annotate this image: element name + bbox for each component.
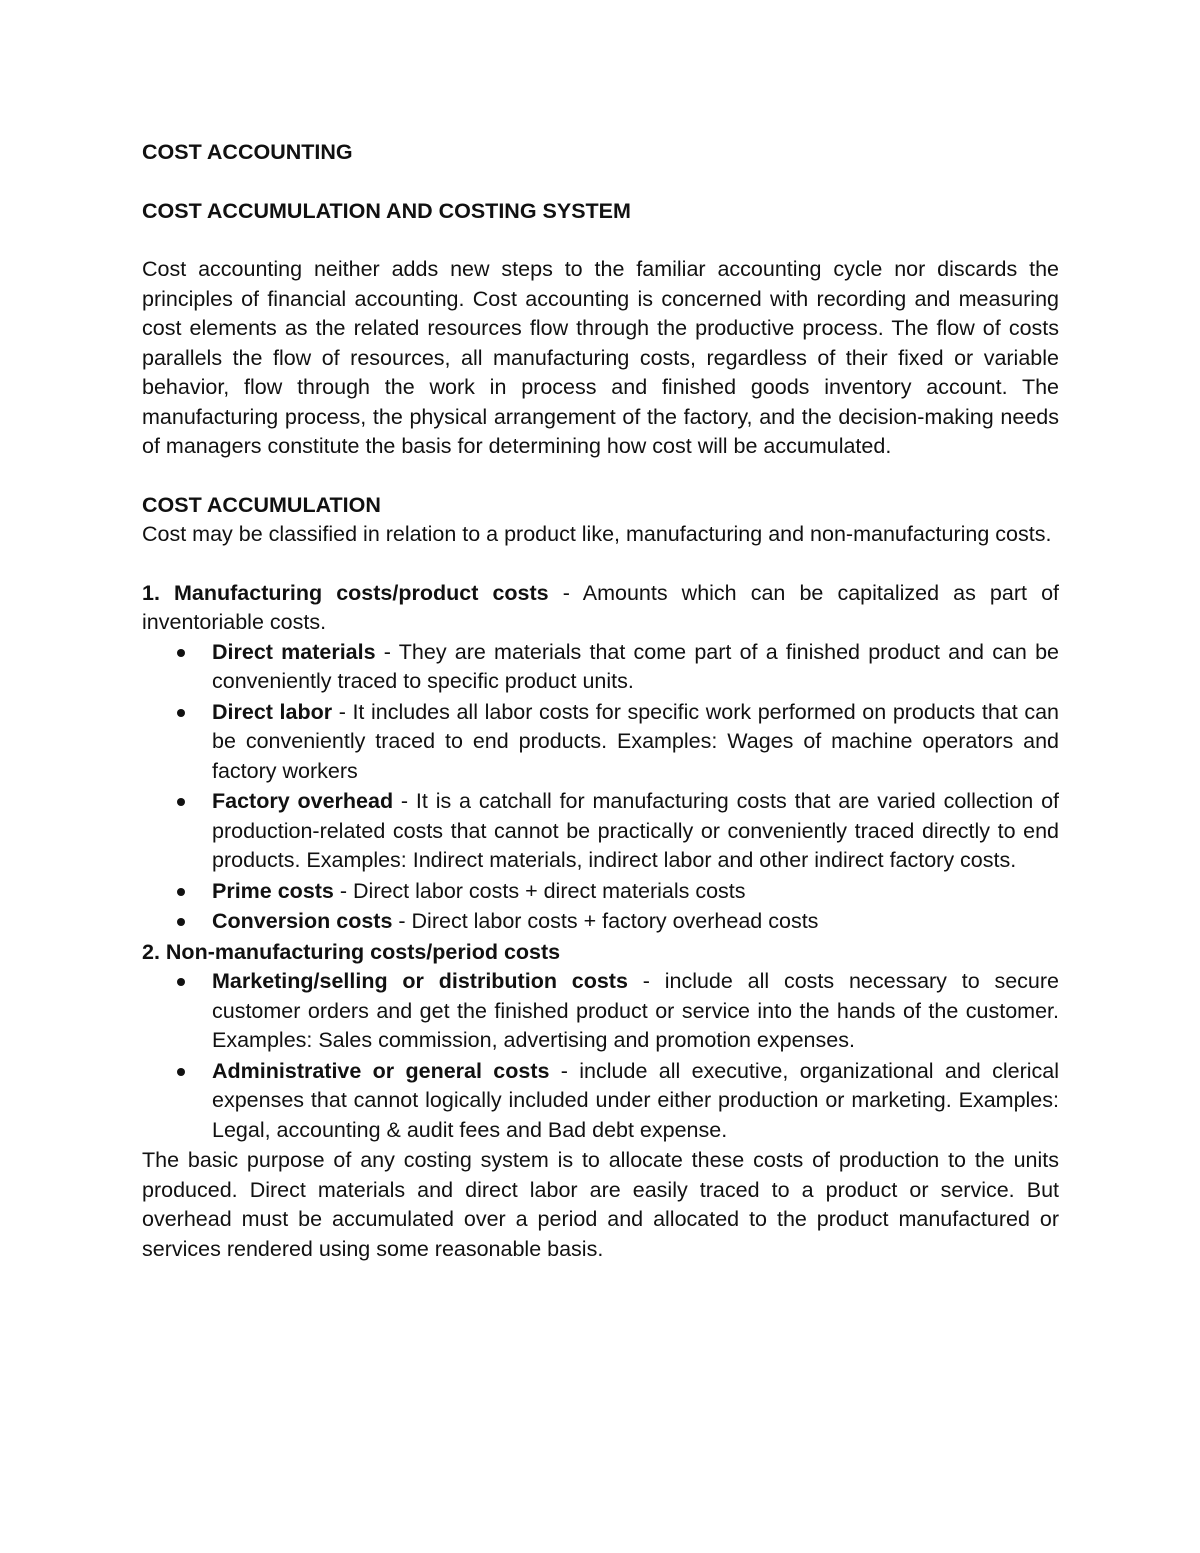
list-item bbox=[142, 698, 1059, 787]
item-term: Factory overhead bbox=[212, 789, 394, 813]
bullet-icon bbox=[177, 798, 185, 806]
list-item bbox=[142, 907, 1059, 937]
bullet-icon bbox=[177, 918, 185, 926]
item-term: Administrative or general costs bbox=[212, 1058, 550, 1083]
bullet-icon bbox=[177, 709, 185, 717]
item-desc: - include all executive, organizational and clerical expenses that cannot logically included under either production or marketing. Examples: Legal, accounting & audit fees and Bad debt expense. bbox=[212, 1058, 1059, 1142]
item-term: Prime costs bbox=[212, 878, 334, 903]
group-term: 1. Manufacturing costs/product costs bbox=[142, 580, 549, 605]
item-desc: - include all costs necessary to secure customer orders and get the finished product or service into the hands of the customer. Examples: Sales commission, advertising and promotion expenses. bbox=[212, 969, 1060, 1052]
intro-paragraph: Cost accounting neither adds new steps to the familiar accounting cycle nor discards the principles of financial accounting. Cost accounting is concerned with recording and measuring cost elements as the related resources flow through the productive process. The flow of costs parallels the flow of resources, all manufacturing costs, regardless of their fixed or variable behavior, flow through the work in process and finished goods inventory account. The manufacturing process, the physical arrangement of the factory, and the decision-making needs of managers constitute the basis for determining how cost will be accumulated. bbox=[142, 257, 1059, 458]
document-page bbox=[142, 138, 1059, 1264]
non-manufacturing-costs-list bbox=[142, 967, 1059, 1145]
bullet-icon bbox=[177, 978, 185, 986]
list-item bbox=[142, 1057, 1059, 1146]
item-term: Conversion costs bbox=[212, 909, 393, 933]
item-desc: - They are materials that come part of a finished product and can be conveniently traced to specific product units. bbox=[212, 639, 1059, 693]
item-term: Marketing/selling or distribution costs bbox=[212, 969, 628, 993]
bullet-icon bbox=[177, 888, 185, 896]
list-item bbox=[142, 877, 1059, 907]
item-desc: - It includes all labor costs for specific work performed on products that can be conveniently traced to end products. Examples: Wages of machine operators and factory workers bbox=[212, 699, 1059, 783]
group-heading-manufacturing bbox=[142, 579, 1059, 638]
bullet-icon bbox=[177, 649, 185, 657]
list-item bbox=[142, 967, 1059, 1056]
list-item bbox=[142, 638, 1059, 697]
list-item bbox=[142, 787, 1059, 876]
item-term: Direct labor bbox=[212, 699, 333, 724]
item-desc: - It is a catchall for manufacturing costs that are varied collection of production-related costs that cannot be practically or conveniently traced directly to end products. Examples: Indirect materials, indirect labor and other indirect factory costs. bbox=[212, 789, 1059, 872]
closing-paragraph: The basic purpose of any costing system is to allocate these costs of production to the units produced. Direct materials and direct labor are easily traced to a product or service. But overhead must be accumulated over a period and allocated to the product manufactured or services rendered using some reasonable basis. bbox=[142, 1148, 1059, 1261]
group-term: 2. Non-manufacturing costs/period costs bbox=[142, 939, 561, 964]
item-term: Direct materials bbox=[212, 639, 376, 664]
section-heading-cost-accumulation: COST ACCUMULATION bbox=[142, 492, 381, 517]
item-desc: - Direct labor costs + direct materials costs bbox=[333, 878, 746, 903]
manufacturing-costs-list bbox=[142, 638, 1059, 937]
document-title: COST ACCOUNTING bbox=[142, 140, 353, 164]
bullet-icon bbox=[177, 1068, 185, 1076]
document-subtitle: COST ACCUMULATION AND COSTING SYSTEM bbox=[142, 198, 631, 223]
item-desc: - Direct labor costs + factory overhead costs bbox=[392, 909, 819, 933]
cost-accumulation-paragraph: Cost may be classified in relation to a product like, manufacturing and non-manufacturing costs. bbox=[142, 522, 1052, 546]
group-heading-non-manufacturing bbox=[142, 938, 1059, 968]
group-desc: - Amounts which can be capitalized as part of inventoriable costs. bbox=[142, 580, 1059, 634]
